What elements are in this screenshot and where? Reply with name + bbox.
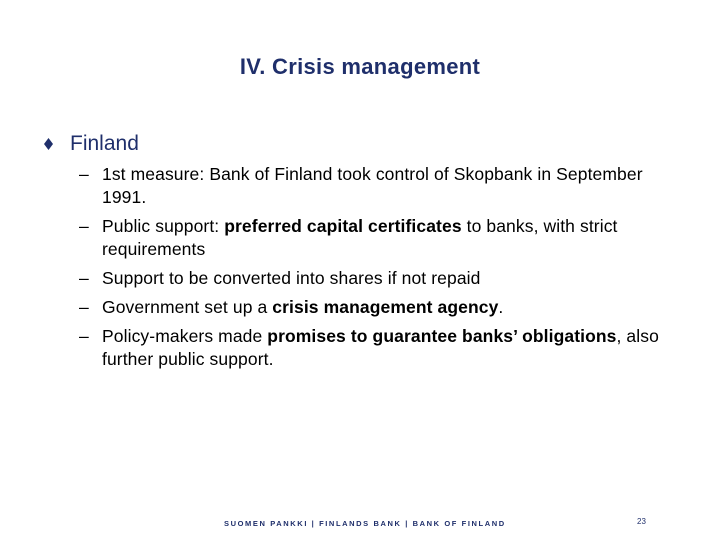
sub-bullet-item (79, 296, 679, 319)
text-run: Support to be converted into shares if not repaid (102, 268, 481, 288)
sub-bullet-item (79, 163, 679, 209)
text-run: to banks, with strict requirements (102, 216, 618, 259)
sub-bullet-item (79, 325, 679, 371)
diamond-bullet-icon (44, 138, 53, 150)
dash-bullet: – (79, 164, 89, 184)
bullet-finland (44, 132, 139, 156)
text-run: Public support: (102, 216, 225, 236)
sub-bullet-item (79, 267, 679, 290)
page-number: 23 (637, 517, 646, 526)
text-run: 1st measure: Bank of Finland took control of Skopbank in September 1991. (102, 164, 643, 207)
sub-bullet-list (79, 163, 679, 377)
dash-bullet: – (79, 326, 89, 346)
footer-bank-name: SUOMEN PANKKI | FINLANDS BANK | BANK OF FINLAND (224, 519, 506, 528)
bold-text: promises to guarantee banks’ obligations (267, 326, 617, 346)
text-run: Policy-makers made (102, 326, 268, 346)
bold-text: crisis management agency (272, 297, 499, 317)
bold-text: preferred capital certificates (224, 216, 462, 236)
sub-bullet-item (79, 215, 679, 261)
text-run: . (498, 297, 504, 317)
dash-bullet: – (79, 216, 89, 236)
text-run: , also further public support. (102, 326, 659, 369)
dash-bullet: – (79, 297, 89, 317)
bullet-finland-label: Finland (70, 132, 139, 155)
text-run: Government set up a (102, 297, 273, 317)
dash-bullet: – (79, 268, 89, 288)
slide-title: IV. Crisis management (239, 54, 481, 79)
